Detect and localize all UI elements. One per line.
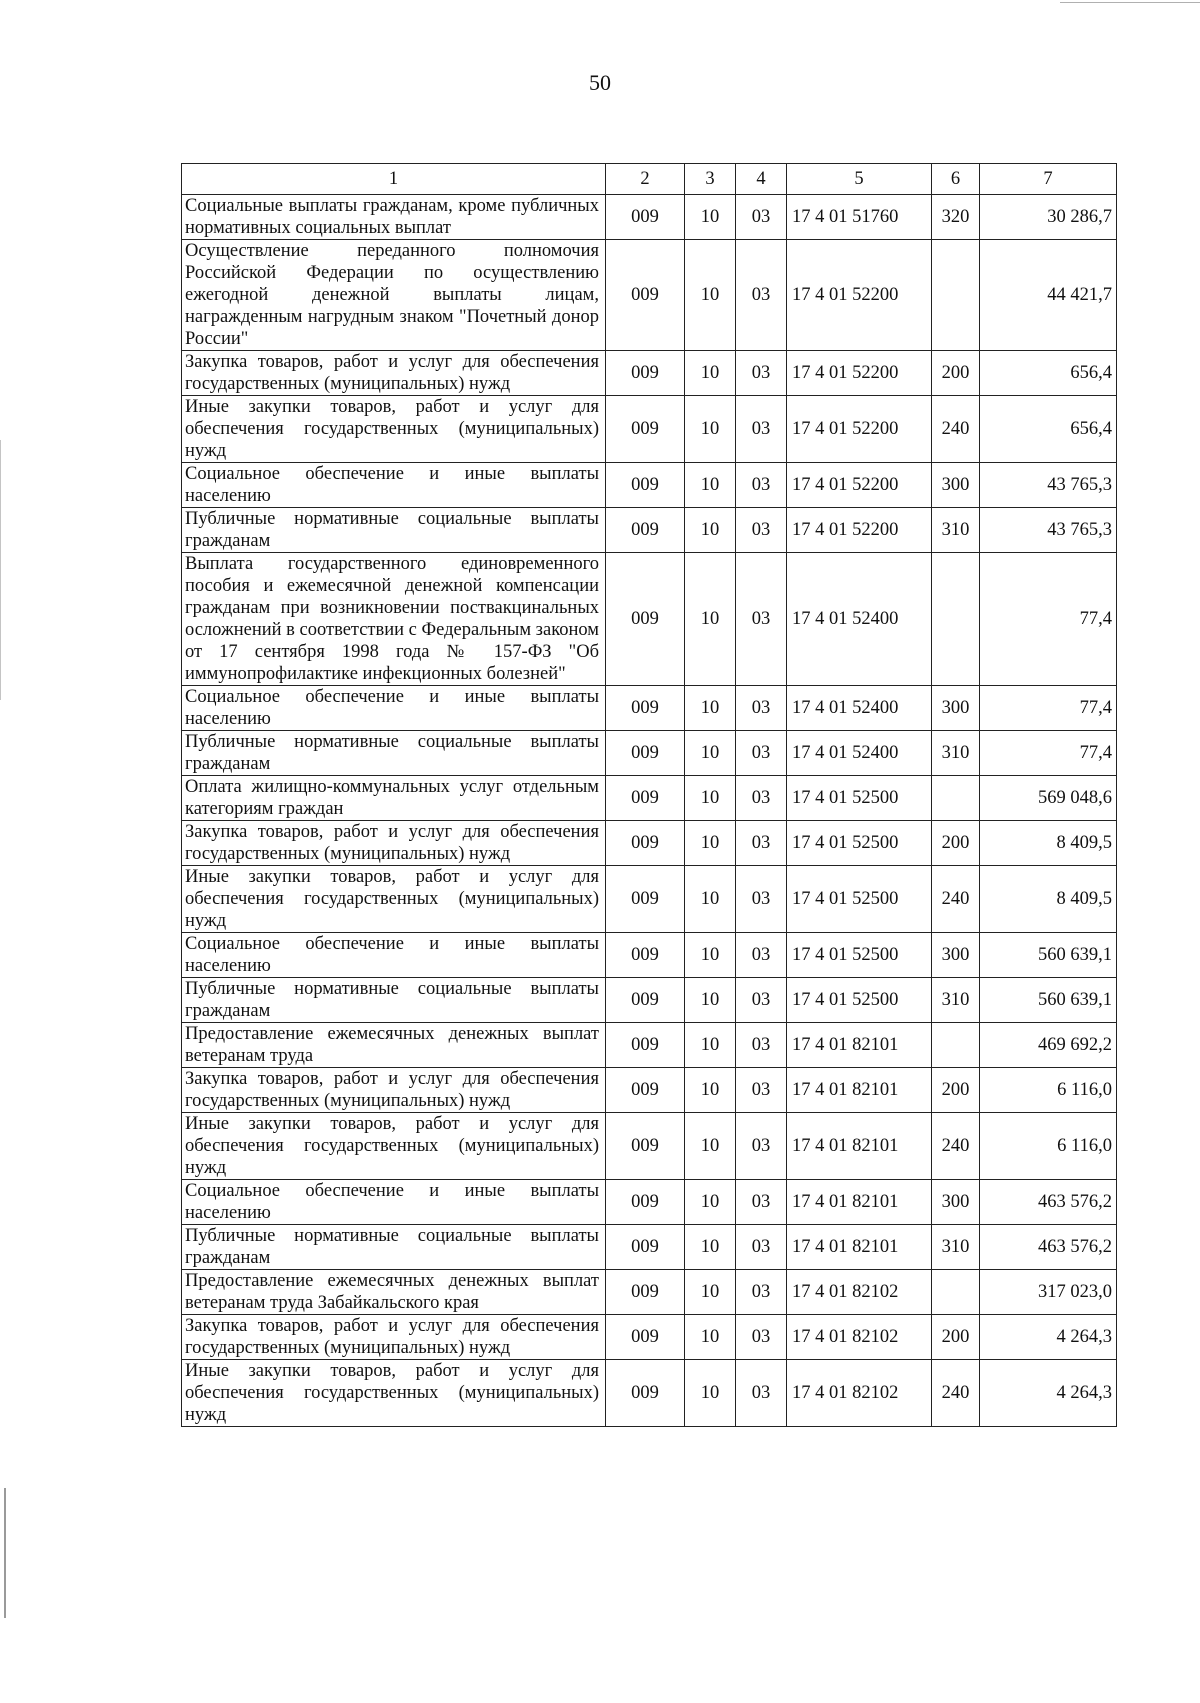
expense-name-cell: Социальное обеспечение и иные выплаты населению [182,1180,606,1225]
amount-cell: 77,4 [980,553,1117,686]
section-code-cell: 10 [685,686,736,731]
ministry-code-cell: 009 [606,195,685,240]
expense-type-cell: 200 [932,351,980,396]
ministry-code-cell: 009 [606,1270,685,1315]
target-article-cell: 17 4 01 52200 [787,396,932,463]
column-header: 6 [932,164,980,195]
expense-name-cell: Предоставление ежемесячных денежных выплат ветеранам труда Забайкальского края [182,1270,606,1315]
subsection-code-cell: 03 [736,776,787,821]
section-code-cell: 10 [685,396,736,463]
table-row [182,1023,1117,1068]
expense-type-cell [932,1270,980,1315]
subsection-code-cell: 03 [736,508,787,553]
section-code-cell: 10 [685,1023,736,1068]
subsection-code-cell: 03 [736,240,787,351]
expense-type-cell [932,776,980,821]
target-article-cell: 17 4 01 52500 [787,776,932,821]
subsection-code-cell: 03 [736,1180,787,1225]
table-row [182,978,1117,1023]
table-row [182,351,1117,396]
subsection-code-cell: 03 [736,686,787,731]
amount-cell: 656,4 [980,396,1117,463]
section-code-cell: 10 [685,508,736,553]
table-row [182,1270,1117,1315]
target-article-cell: 17 4 01 52500 [787,978,932,1023]
ministry-code-cell: 009 [606,1113,685,1180]
expense-type-cell: 310 [932,731,980,776]
expense-type-cell: 310 [932,508,980,553]
subsection-code-cell: 03 [736,396,787,463]
section-code-cell: 10 [685,351,736,396]
scan-margin-line [0,440,1,700]
target-article-cell: 17 4 01 52200 [787,351,932,396]
expense-type-cell: 200 [932,1068,980,1113]
expense-name-cell: Иные закупки товаров, работ и услуг для обеспечения государственных (муниципальных) нужд [182,1113,606,1180]
amount-cell: 4 264,3 [980,1360,1117,1427]
subsection-code-cell: 03 [736,821,787,866]
section-code-cell: 10 [685,553,736,686]
column-header: 4 [736,164,787,195]
ministry-code-cell: 009 [606,821,685,866]
subsection-code-cell: 03 [736,1315,787,1360]
ministry-code-cell: 009 [606,1068,685,1113]
expense-name-cell: Социальные выплаты гражданам, кроме публичных нормативных социальных выплат [182,195,606,240]
ministry-code-cell: 009 [606,1180,685,1225]
table-row [182,1225,1117,1270]
amount-cell: 656,4 [980,351,1117,396]
table-row [182,776,1117,821]
amount-cell: 77,4 [980,731,1117,776]
scan-top-line [1060,2,1200,3]
table-row [182,866,1117,933]
section-code-cell: 10 [685,1360,736,1427]
expense-name-cell: Закупка товаров, работ и услуг для обеспечения государственных (муниципальных) нужд [182,351,606,396]
target-article-cell: 17 4 01 52200 [787,463,932,508]
expense-type-cell [932,240,980,351]
amount-cell: 463 576,2 [980,1180,1117,1225]
target-article-cell: 17 4 01 52200 [787,240,932,351]
expense-type-cell: 300 [932,1180,980,1225]
ministry-code-cell: 009 [606,686,685,731]
amount-cell: 43 765,3 [980,463,1117,508]
subsection-code-cell: 03 [736,978,787,1023]
table-row [182,1360,1117,1427]
subsection-code-cell: 03 [736,1225,787,1270]
table-row [182,1113,1117,1180]
target-article-cell: 17 4 01 52200 [787,508,932,553]
section-code-cell: 10 [685,731,736,776]
expense-type-cell: 200 [932,1315,980,1360]
subsection-code-cell: 03 [736,351,787,396]
section-code-cell: 10 [685,1180,736,1225]
amount-cell: 6 116,0 [980,1113,1117,1180]
column-header: 1 [182,164,606,195]
expense-type-cell: 300 [932,933,980,978]
subsection-code-cell: 03 [736,1113,787,1180]
ministry-code-cell: 009 [606,351,685,396]
table-row [182,195,1117,240]
amount-cell: 469 692,2 [980,1023,1117,1068]
ministry-code-cell: 009 [606,1360,685,1427]
expense-name-cell: Закупка товаров, работ и услуг для обеспечения государственных (муниципальных) нужд [182,1068,606,1113]
target-article-cell: 17 4 01 51760 [787,195,932,240]
section-code-cell: 10 [685,463,736,508]
subsection-code-cell: 03 [736,463,787,508]
table-row [182,396,1117,463]
ministry-code-cell: 009 [606,1023,685,1068]
target-article-cell: 17 4 01 52500 [787,933,932,978]
section-code-cell: 10 [685,978,736,1023]
expense-name-cell: Социальное обеспечение и иные выплаты населению [182,686,606,731]
expense-type-cell: 310 [932,978,980,1023]
expense-name-cell: Осуществление переданного полномочия Российской Федерации по осуществлению ежегодной денежной выплаты лицам, награжденным нагрудным знаком "Почетный донор России" [182,240,606,351]
section-code-cell: 10 [685,866,736,933]
section-code-cell: 10 [685,240,736,351]
column-header: 2 [606,164,685,195]
subsection-code-cell: 03 [736,195,787,240]
expense-type-cell: 240 [932,396,980,463]
section-code-cell: 10 [685,1270,736,1315]
amount-cell: 8 409,5 [980,821,1117,866]
expense-name-cell: Публичные нормативные социальные выплаты гражданам [182,731,606,776]
expense-name-cell: Закупка товаров, работ и услуг для обеспечения государственных (муниципальных) нужд [182,1315,606,1360]
expense-type-cell [932,553,980,686]
amount-cell: 8 409,5 [980,866,1117,933]
section-code-cell: 10 [685,1315,736,1360]
table-row [182,1068,1117,1113]
expense-name-cell: Публичные нормативные социальные выплаты гражданам [182,978,606,1023]
ministry-code-cell: 009 [606,553,685,686]
section-code-cell: 10 [685,1113,736,1180]
column-header: 3 [685,164,736,195]
ministry-code-cell: 009 [606,933,685,978]
amount-cell: 569 048,6 [980,776,1117,821]
expense-type-cell: 300 [932,686,980,731]
amount-cell: 560 639,1 [980,933,1117,978]
target-article-cell: 17 4 01 82101 [787,1023,932,1068]
ministry-code-cell: 009 [606,1225,685,1270]
expense-name-cell: Публичные нормативные социальные выплаты гражданам [182,1225,606,1270]
column-header: 5 [787,164,932,195]
subsection-code-cell: 03 [736,1270,787,1315]
subsection-code-cell: 03 [736,933,787,978]
table-row [182,821,1117,866]
table-header-row [182,164,1117,195]
target-article-cell: 17 4 01 52500 [787,866,932,933]
table-row [182,1180,1117,1225]
table-body [182,195,1117,1427]
ministry-code-cell: 009 [606,396,685,463]
subsection-code-cell: 03 [736,1068,787,1113]
expense-name-cell: Иные закупки товаров, работ и услуг для обеспечения государственных (муниципальных) нужд [182,866,606,933]
section-code-cell: 10 [685,933,736,978]
table-row [182,731,1117,776]
table-row [182,933,1117,978]
scan-margin-line [4,1488,6,1618]
ministry-code-cell: 009 [606,240,685,351]
amount-cell: 44 421,7 [980,240,1117,351]
target-article-cell: 17 4 01 82101 [787,1225,932,1270]
ministry-code-cell: 009 [606,1315,685,1360]
subsection-code-cell: 03 [736,1023,787,1068]
expense-name-cell: Иные закупки товаров, работ и услуг для обеспечения государственных (муниципальных) нужд [182,1360,606,1427]
section-code-cell: 10 [685,1068,736,1113]
expense-name-cell: Публичные нормативные социальные выплаты гражданам [182,508,606,553]
section-code-cell: 10 [685,195,736,240]
amount-cell: 560 639,1 [980,978,1117,1023]
expense-type-cell: 310 [932,1225,980,1270]
target-article-cell: 17 4 01 82101 [787,1113,932,1180]
target-article-cell: 17 4 01 52400 [787,731,932,776]
target-article-cell: 17 4 01 82102 [787,1360,932,1427]
target-article-cell: 17 4 01 52400 [787,686,932,731]
ministry-code-cell: 009 [606,508,685,553]
table-row [182,1315,1117,1360]
amount-cell: 30 286,7 [980,195,1117,240]
ministry-code-cell: 009 [606,978,685,1023]
subsection-code-cell: 03 [736,866,787,933]
expense-type-cell: 320 [932,195,980,240]
expense-type-cell: 240 [932,1360,980,1427]
expense-name-cell: Иные закупки товаров, работ и услуг для обеспечения государственных (муниципальных) нужд [182,396,606,463]
page-number: 50 [589,70,611,95]
expense-type-cell: 200 [932,821,980,866]
subsection-code-cell: 03 [736,731,787,776]
table-row [182,240,1117,351]
expense-name-cell: Оплата жилищно-коммунальных услуг отдельным категориям граждан [182,776,606,821]
target-article-cell: 17 4 01 82102 [787,1315,932,1360]
budget-table [181,163,1117,1427]
target-article-cell: 17 4 01 52500 [787,821,932,866]
table-row [182,686,1117,731]
expense-name-cell: Социальное обеспечение и иные выплаты населению [182,933,606,978]
amount-cell: 463 576,2 [980,1225,1117,1270]
ministry-code-cell: 009 [606,463,685,508]
expense-name-cell: Выплата государственного единовременного пособия и ежемесячной денежной компенсации гражданам при возникновении поствакцинальных осложнений в соответствии с Федеральным законом от 17 сентября 1998 года № 157-ФЗ "Об иммунопрофилактике инфекционных болезней" [182,553,606,686]
expense-name-cell: Предоставление ежемесячных денежных выплат ветеранам труда [182,1023,606,1068]
expense-name-cell: Закупка товаров, работ и услуг для обеспечения государственных (муниципальных) нужд [182,821,606,866]
table-row [182,553,1117,686]
table-row [182,463,1117,508]
ministry-code-cell: 009 [606,776,685,821]
amount-cell: 317 023,0 [980,1270,1117,1315]
expense-name-cell: Социальное обеспечение и иные выплаты населению [182,463,606,508]
ministry-code-cell: 009 [606,731,685,776]
expense-type-cell: 240 [932,1113,980,1180]
target-article-cell: 17 4 01 82101 [787,1068,932,1113]
amount-cell: 4 264,3 [980,1315,1117,1360]
target-article-cell: 17 4 01 82101 [787,1180,932,1225]
section-code-cell: 10 [685,1225,736,1270]
target-article-cell: 17 4 01 52400 [787,553,932,686]
ministry-code-cell: 009 [606,866,685,933]
subsection-code-cell: 03 [736,1360,787,1427]
expense-type-cell: 240 [932,866,980,933]
section-code-cell: 10 [685,821,736,866]
section-code-cell: 10 [685,776,736,821]
expense-type-cell: 300 [932,463,980,508]
amount-cell: 6 116,0 [980,1068,1117,1113]
amount-cell: 43 765,3 [980,508,1117,553]
amount-cell: 77,4 [980,686,1117,731]
target-article-cell: 17 4 01 82102 [787,1270,932,1315]
table-row [182,508,1117,553]
subsection-code-cell: 03 [736,553,787,686]
expense-type-cell [932,1023,980,1068]
column-header: 7 [980,164,1117,195]
